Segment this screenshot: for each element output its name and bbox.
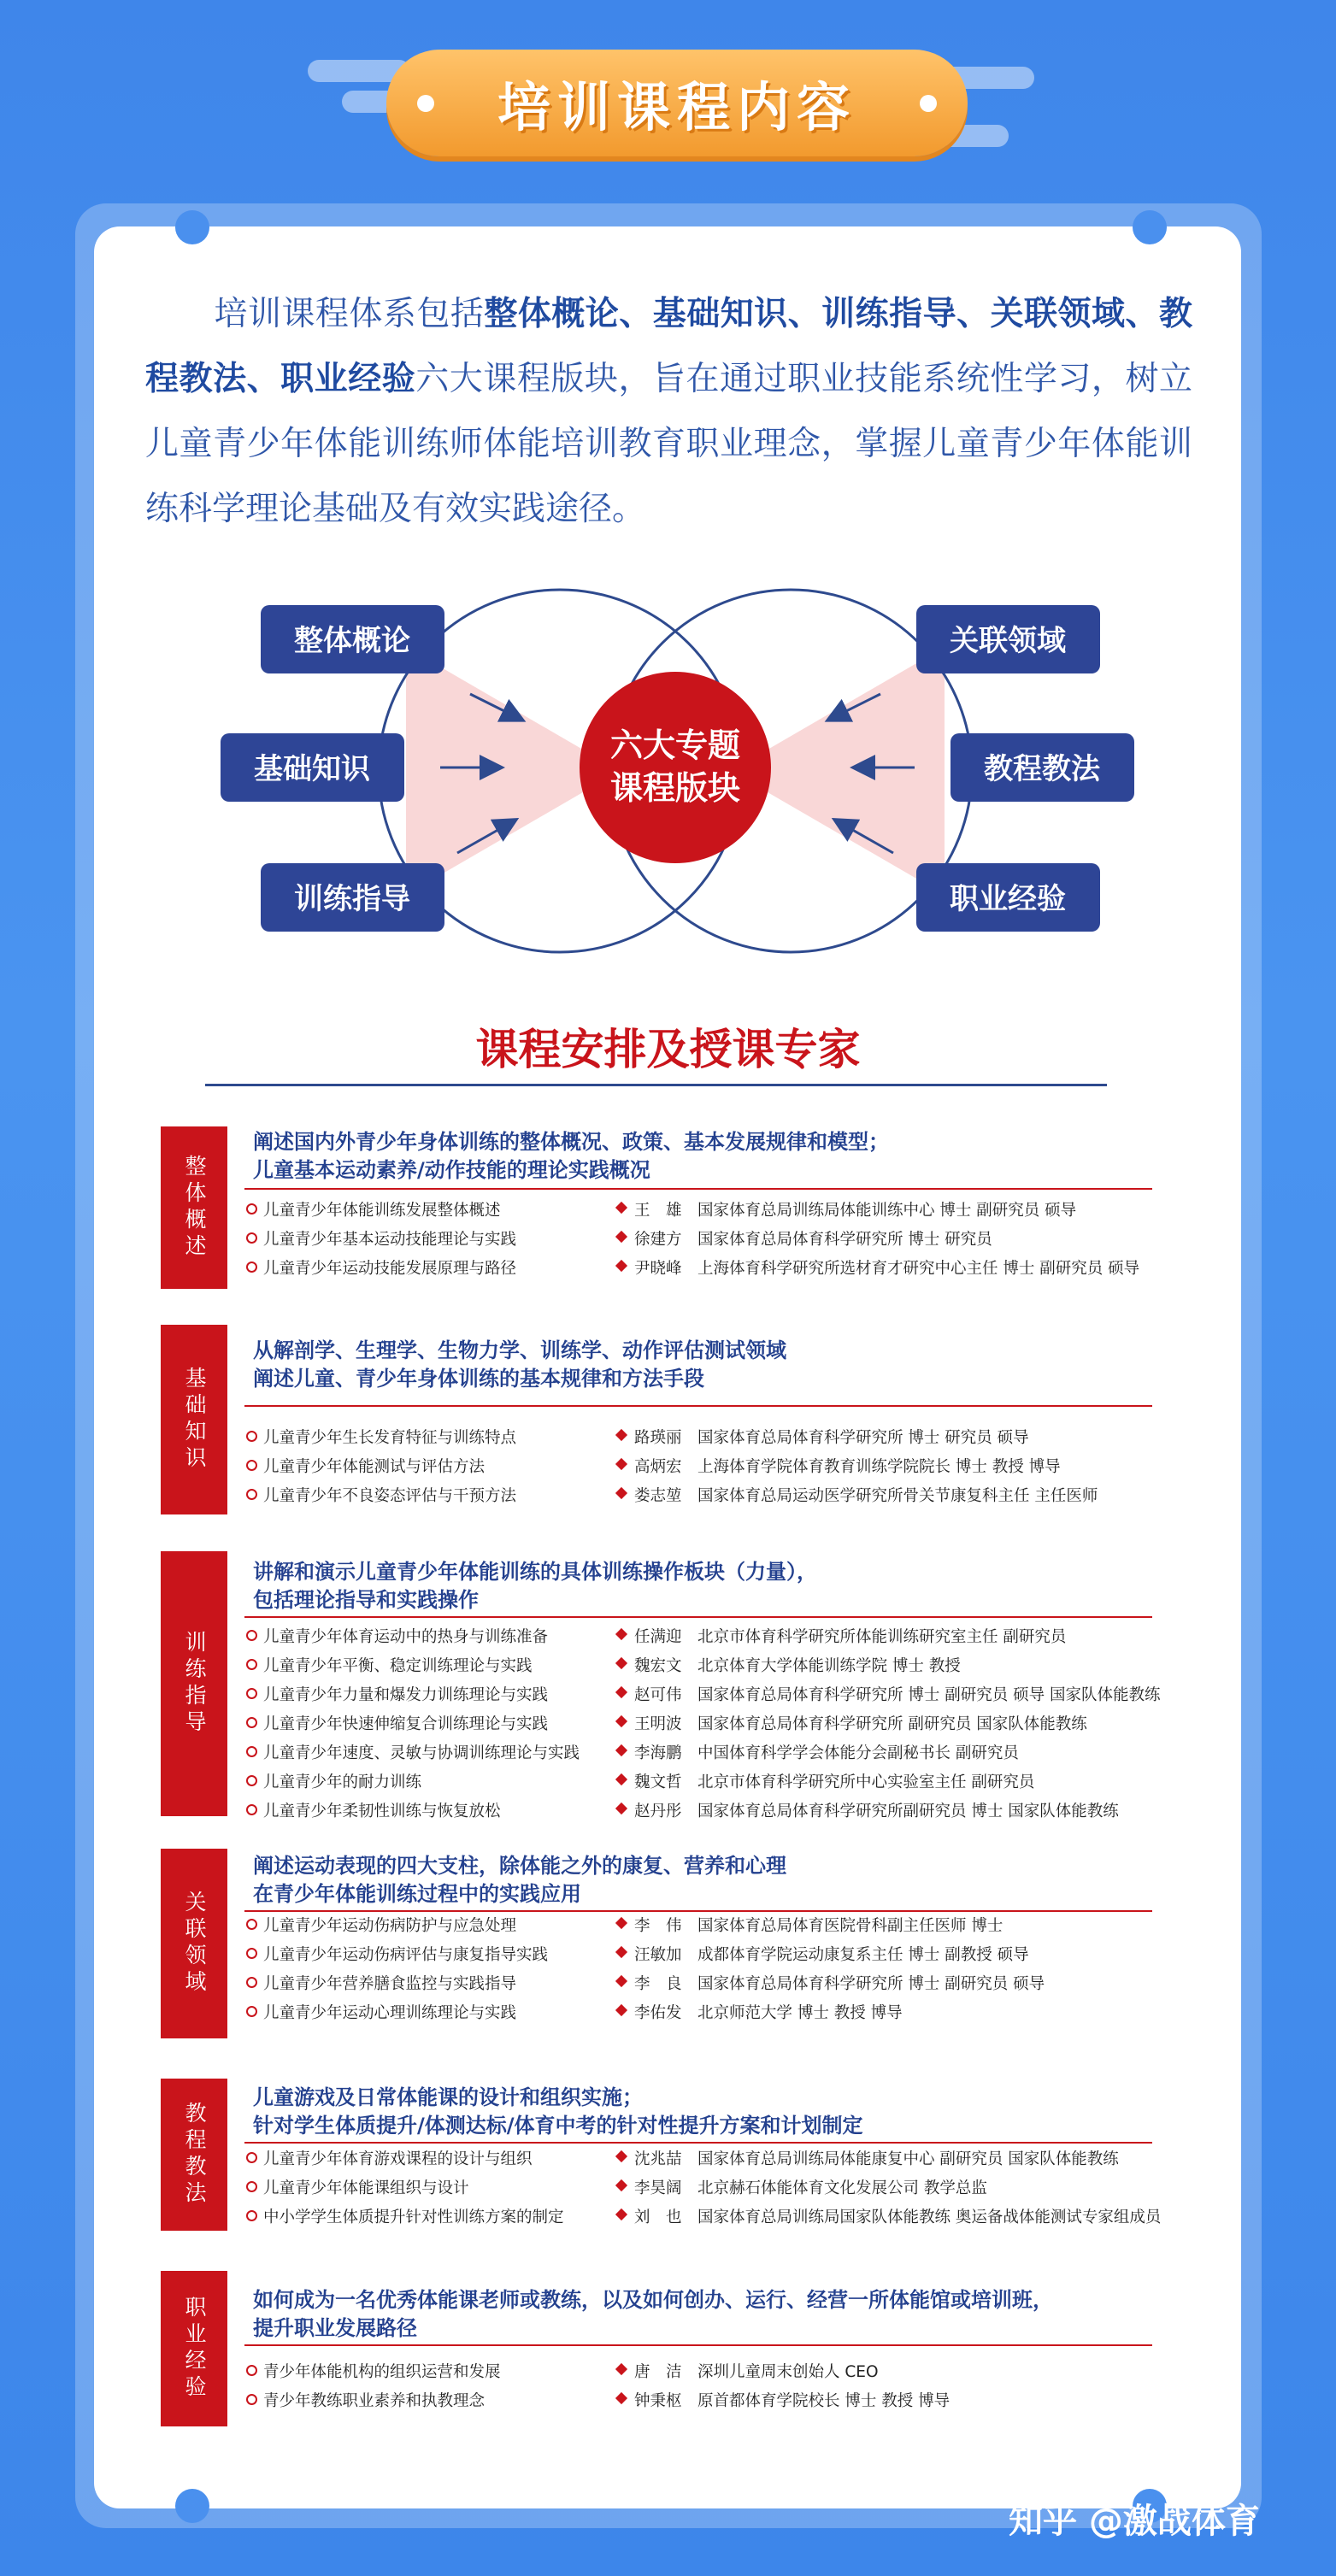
course-topic: 儿童青少年体能课组织与设计 [263,2179,469,2197]
diamond-icon [615,2150,627,2162]
bullet-icon [246,1948,257,1959]
section-title-line: 阐述国内外青少年身体训练的整体概况、政策、基本发展规律和模型； [253,1130,889,1154]
section-title-line: 阐述儿童、青少年身体训练的基本规律和方法手段 [253,1367,704,1391]
section-teaching [161,2079,1169,2231]
course-topic: 儿童青少年柔韧性训练与恢复放松 [263,1803,501,1820]
diamond-icon [615,2179,627,2191]
expert-affiliation: 国家体育总局体育科学研究所 博士 副研究员 硕导 [697,1975,1045,1993]
section-title [253,1337,1151,1393]
page-title: 培训课程内容 [497,76,856,138]
bullet-icon [246,1460,257,1471]
diamond-icon [615,1946,627,1958]
expert-affiliation: 国家体育总局体育科学研究所副研究员 博士 国家队体能教练 [697,1803,1119,1820]
course-topic: 儿童青少年力量和爆发力训练理论与实践 [263,1686,549,1704]
section-tab: 关联领域 [161,1849,227,2038]
section-basics [161,1325,1169,1514]
module-label-teaching: 教程教法 [984,752,1100,786]
bullet-icon [246,2394,257,2405]
expert-name: 魏文哲 [634,1773,682,1791]
course-topic: 儿童青少年运动技能发展原理与路径 [263,1260,517,1278]
bullet-icon [246,2152,257,2163]
diamond-icon [615,2004,627,2016]
expert-affiliation: 国家体育总局体育科学研究所 博士 研究员 [697,1231,992,1249]
bullet-icon [246,1977,257,1988]
bullet-icon [246,1688,257,1699]
bullet-icon [246,1203,257,1214]
course-topic: 儿童青少年营养膳食监控与实践指导 [263,1975,517,1993]
card-notch [175,210,209,244]
expert-affiliation: 国家体育总局体育科学研究所 博士 研究员 硕导 [697,1429,1029,1447]
module-label-related: 关联领域 [950,624,1066,658]
diamond-icon [615,1231,627,1243]
expert-affiliation: 深圳儿童周末创始人 CEO [697,2363,879,2381]
section-title-line: 儿童基本运动素养/动作技能的理论实践概况 [253,1158,650,1182]
intro-text-2: 六大课程版块，旨在通过职业技能系统性学习，树立儿童青少年体能训练师体能培训教育职业理念，掌握儿童青少年体能训练科学理论基础及有效实践途径。 [145,360,1192,528]
diamond-icon [615,2363,627,2375]
expert-name: 王 雄 [634,1202,682,1220]
section-rule [244,1188,1152,1190]
course-topic: 儿童青少年体育运动中的热身与训练准备 [263,1628,549,1646]
section-tab: 整体概述 [161,1126,227,1289]
card-notch [175,2489,209,2523]
banner-dot [417,95,434,112]
course-topic: 青少年教练职业素养和执教理念 [263,2392,486,2410]
section-title [253,2286,1151,2343]
bullet-icon [246,1262,257,1273]
section-title [253,2084,1151,2140]
course-topic: 儿童青少年速度、灵敏与协调训练理论与实践 [263,1744,580,1762]
expert-affiliation: 中国体育科学学会体能分会副秘书长 副研究员 [697,1744,1019,1762]
header-banner [386,50,968,156]
expert-affiliation: 国家体育总局训练局体能训练中心 博士 副研究员 硕导 [697,1202,1077,1220]
diamond-icon [615,1975,627,1987]
intro-modules: 整体概论、基础知识、训练指导、关联领域、教程教法、职业经验 [145,295,1192,398]
expert-name: 李 良 [634,1975,682,1993]
bullet-icon [246,1775,257,1786]
module-label-career: 职业经验 [950,882,1066,916]
expert-affiliation: 国家体育总局体育科学研究所 副研究员 国家队体能教练 [697,1715,1087,1733]
expert-affiliation: 国家体育总局体育科学研究所 博士 副研究员 硕导 国家队体能教练 [697,1686,1161,1704]
course-topic: 儿童青少年基本运动技能理论与实践 [263,1231,517,1249]
bullet-icon [246,2365,257,2376]
expert-name: 尹晓峰 [634,1260,682,1278]
expert-affiliation: 北京师范大学 博士 教授 博导 [697,2004,903,2022]
expert-affiliation: 上海体育学院体育教育训练学院院长 博士 教授 博导 [697,1458,1061,1476]
expert-affiliation: 国家体育总局训练局体能康复中心 副研究员 国家队体能教练 [697,2150,1119,2168]
section-title-line: 针对学生体质提升/体测达标/体育中考的针对性提升方案和计划制定 [253,2114,863,2138]
expert-affiliation: 国家体育总局训练局国家队体能教练 奥运备战体能测试专家组成员 [697,2208,1162,2226]
expert-name: 路瑛丽 [634,1429,682,1447]
section-title-line: 儿童游戏及日常体能课的设计和组织实施； [253,2085,643,2109]
section-title-line: 提升职业发展路径 [253,2316,417,2340]
expert-name: 钟秉枢 [634,2392,682,2410]
banner-dot [920,95,937,112]
section-title-line: 从解剖学、生理学、生物力学、训练学、动作评估测试领域 [253,1338,786,1362]
diamond-icon [615,1260,627,1272]
center-label-1: 六大专题 [609,726,741,764]
bullet-icon [246,2210,257,2221]
diamond-icon [615,2208,627,2220]
section-title-line: 如何成为一名优秀体能课老师或教练，以及如何创办、运行、经营一所体能馆或培训班， [253,2288,1053,2312]
course-topic: 青少年体能机构的组织运营和发展 [263,2363,501,2381]
section-tab: 教程教法 [161,2079,227,2231]
expert-affiliation: 北京市体育科学研究所中心实验室主任 副研究员 [697,1773,1035,1791]
section-title [253,1852,1151,1908]
expert-affiliation: 国家体育总局运动医学研究所骨关节康复科主任 主任医师 [697,1487,1098,1505]
center-label-2: 课程版块 [609,769,741,807]
course-topic: 儿童青少年生长发育特征与训练特点 [263,1429,517,1447]
intro-paragraph [145,282,1192,542]
modules-diagram [214,581,1137,966]
course-topic: 儿童青少年的耐力训练 [263,1773,422,1791]
section-overview [161,1126,1169,1289]
bullet-icon [246,1232,257,1244]
expert-name: 王明波 [634,1715,682,1733]
expert-name: 娄志堃 [634,1487,682,1505]
module-label-overview: 整体概论 [294,624,410,658]
course-topic: 儿童青少年快速伸缩复合训练理论与实践 [263,1715,549,1733]
bullet-icon [246,2181,257,2192]
diamond-icon [615,1686,627,1698]
section-career [161,2271,1169,2426]
expert-name: 赵丹彤 [634,1803,682,1820]
center-circle [580,672,771,863]
bullet-icon [246,1746,257,1757]
diamond-icon [615,1628,627,1640]
section-rule [244,2142,1152,2144]
expert-name: 高炳宏 [634,1458,682,1476]
expert-affiliation: 北京赫石体能体育文化发展公司 教学总监 [697,2179,987,2197]
bullet-icon [246,1431,257,1442]
section-training [161,1551,1169,1820]
diamond-icon [615,1744,627,1756]
diamond-icon [615,1773,627,1785]
diamond-icon [615,1429,627,1441]
section-tab: 基础知识 [161,1325,227,1514]
section-tab: 职业经验 [161,2271,227,2426]
expert-affiliation: 国家体育总局体育医院骨科副主任医师 博士 [697,1917,1003,1935]
course-topic: 儿童青少年不良姿态评估与干预方法 [263,1487,517,1505]
expert-name: 刘 也 [634,2208,682,2226]
bullet-icon [246,1630,257,1641]
section-related [161,1849,1169,2038]
course-topic: 儿童青少年体能训练发展整体概述 [263,1202,501,1220]
diamond-icon [615,1458,627,1470]
section-rule [244,2344,1152,2346]
section-tab: 训练指导 [161,1551,227,1816]
schedule-title: 课程安排及授课专家 [475,1025,861,1074]
expert-affiliation: 成都体育学院运动康复系主任 博士 副教授 硕导 [697,1946,1029,1964]
diamond-icon [615,2392,627,2404]
diamond-icon [615,1803,627,1814]
diamond-icon [615,1917,627,1929]
section-rule [244,1405,1152,1407]
expert-name: 徐建方 [634,1231,682,1249]
section-title-line: 包括理论指导和实践操作 [253,1588,479,1612]
bullet-icon [246,1804,257,1815]
course-topic: 儿童青少年体能测试与评估方法 [263,1458,486,1476]
expert-name: 李 伟 [634,1917,682,1935]
expert-name: 李昊阔 [634,2179,682,2197]
section-title-line: 阐述运动表现的四大支柱，除体能之外的康复、营养和心理 [253,1854,786,1878]
course-topic: 儿童青少年平衡、稳定训练理论与实践 [263,1657,533,1675]
expert-name: 汪敏加 [634,1946,682,1964]
bullet-icon [246,1919,257,1930]
course-topic: 儿童青少年运动伤病防护与应急处理 [263,1917,517,1935]
course-topic: 儿童青少年运动伤病评估与康复指导实践 [263,1946,549,1964]
section-title [253,1558,1151,1614]
bullet-icon [246,1659,257,1670]
expert-name: 李佑发 [634,2004,682,2022]
expert-name: 沈兆喆 [634,2150,682,2168]
card-notch [1133,210,1167,244]
expert-name: 李海鹏 [634,1744,682,1762]
course-topic: 儿童青少年体育游戏课程的设计与组织 [263,2150,533,2168]
expert-name: 任满迎 [634,1628,682,1646]
section-rule [244,1910,1152,1912]
bullet-icon [246,1717,257,1728]
expert-name: 赵可伟 [634,1686,682,1704]
expert-affiliation: 原首都体育学院校长 博士 教授 博导 [697,2392,951,2410]
expert-name: 魏宏文 [634,1657,682,1675]
schedule-divider [205,1084,1107,1086]
diamond-icon [615,1487,627,1499]
diamond-icon [615,1657,627,1669]
module-label-training: 训练指导 [294,882,410,916]
intro-text-1: 培训课程体系包括 [214,295,485,333]
expert-affiliation: 北京体育大学体能训练学院 博士 教授 [697,1657,961,1675]
bullet-icon [246,2006,257,2017]
section-title-line: 在青少年体能训练过程中的实践应用 [253,1882,581,1906]
expert-affiliation: 上海体育科学研究所选材育才研究中心主任 博士 副研究员 硕导 [697,1260,1140,1278]
diamond-icon [615,1715,627,1727]
diamond-icon [615,1202,627,1214]
header-banner-area [308,41,1043,169]
expert-affiliation: 北京市体育科学研究所体能训练研究室主任 副研究员 [697,1628,1067,1646]
bullet-icon [246,1489,257,1500]
watermark: 知乎 @激战体育 [1009,2502,1260,2541]
section-title [253,1128,1151,1185]
module-label-basics: 基础知识 [254,752,370,786]
course-topic: 儿童青少年运动心理训练理论与实践 [263,2004,517,2022]
section-rule [244,1616,1152,1618]
course-topic: 中小学学生体质提升针对性训练方案的制定 [263,2208,564,2226]
section-title-line: 讲解和演示儿童青少年体能训练的具体训练操作板块（力量）， [253,1560,817,1584]
expert-name: 唐 洁 [634,2363,682,2381]
